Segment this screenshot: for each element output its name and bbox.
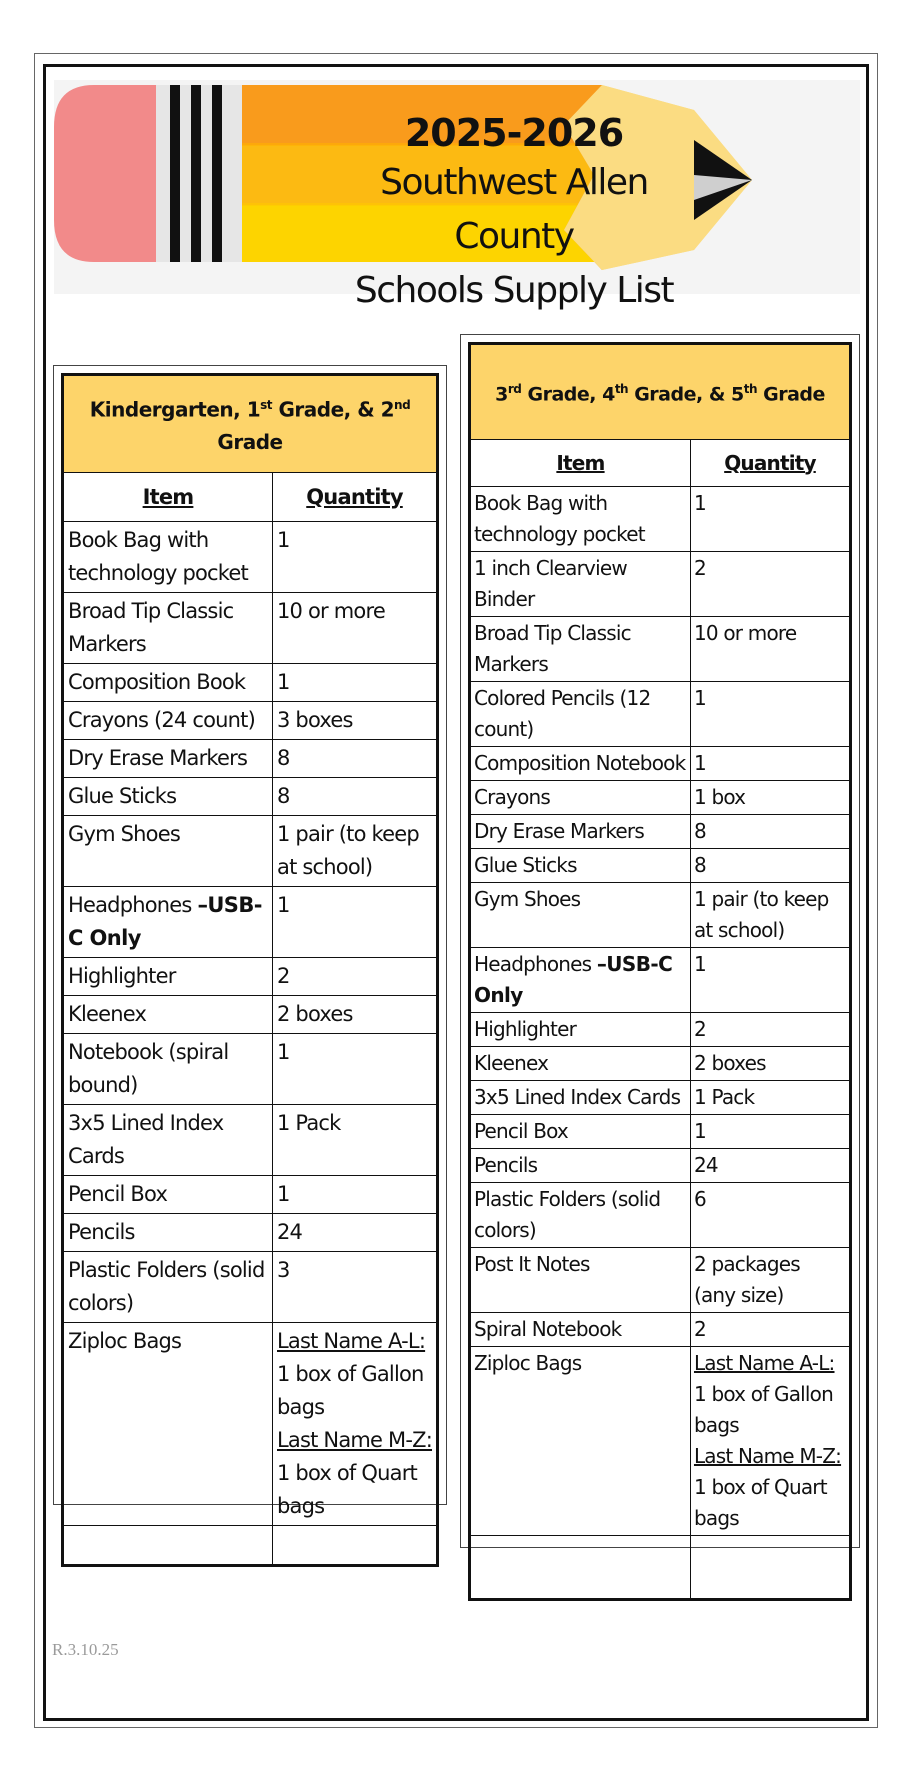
table-row (63, 1214, 438, 1252)
table-row (63, 778, 438, 816)
table-row (470, 781, 851, 815)
quantity-cell: 1 (690, 747, 850, 781)
quantity-cell: 10 or more (690, 617, 850, 682)
item-cell: Dry Erase Markers (63, 740, 273, 778)
item-cell: Gym Shoes (63, 816, 273, 887)
k-2-supply-list (53, 365, 447, 1518)
table-row (470, 815, 851, 849)
quantity-cell: 2 boxes (690, 1047, 850, 1081)
pencil-banner (54, 80, 860, 311)
item-cell: Highlighter (470, 1013, 691, 1047)
item-cell: Broad Tip Classic Markers (470, 617, 691, 682)
item-cell: 3x5 Lined Index Cards (63, 1105, 273, 1176)
table-row (470, 849, 851, 883)
item-cell: Ziploc Bags (63, 1323, 273, 1526)
quantity-cell: 1 (690, 948, 850, 1013)
table-row (470, 747, 851, 781)
item-cell: Notebook (spiral bound) (63, 1034, 273, 1105)
quantity-cell: 8 (273, 778, 438, 816)
3-5-supply-list (460, 334, 860, 1548)
item-cell: Crayons (470, 781, 691, 815)
table-row (63, 702, 438, 740)
quantity-cell: 3 (273, 1252, 438, 1323)
table-row (63, 1034, 438, 1105)
quantity-cell: 1 (273, 522, 438, 593)
quantity-cell: 2 (273, 958, 438, 996)
quantity-cell: 1 (690, 487, 850, 552)
table-row (63, 816, 438, 887)
quantity-cell: 2 boxes (273, 996, 438, 1034)
quantity-cell: Last Name A-L: 1 box of Gallon bags Last Name M-Z: 1 box of Quart bags (273, 1323, 438, 1526)
table-row (470, 948, 851, 1013)
table-row (63, 958, 438, 996)
table-row (470, 883, 851, 948)
item-cell: Composition Book (63, 664, 273, 702)
quantity-cell: 1 (273, 1176, 438, 1214)
table-row (470, 1013, 851, 1047)
item-cell: Plastic Folders (solid colors) (470, 1183, 691, 1248)
table-row (470, 682, 851, 747)
table-row (63, 1105, 438, 1176)
item-cell: Broad Tip Classic Markers (63, 593, 273, 664)
table-row (470, 1115, 851, 1149)
item-cell: Highlighter (63, 958, 273, 996)
column-item-header: Item (470, 440, 691, 487)
item-cell: Book Bag with technology pocket (470, 487, 691, 552)
quantity-cell: 3 boxes (273, 702, 438, 740)
quantity-cell: 1 (690, 1115, 850, 1149)
quantity-cell: 8 (690, 815, 850, 849)
table-header-row (63, 375, 438, 473)
table-row (470, 1313, 851, 1347)
item-cell: Pencils (470, 1149, 691, 1183)
quantity-cell: 2 packages (any size) (690, 1248, 850, 1313)
quantity-cell: 24 (273, 1214, 438, 1252)
quantity-cell: 2 (690, 1313, 850, 1347)
table-row (63, 1252, 438, 1323)
quantity-cell: 10 or more (273, 593, 438, 664)
banner-district: Southwest Allen County (380, 162, 648, 257)
item-cell: Crayons (24 count) (63, 702, 273, 740)
table-row (63, 522, 438, 593)
item-cell: 3x5 Lined Index Cards (470, 1081, 691, 1115)
item-cell: Glue Sticks (63, 778, 273, 816)
item-cell: Pencil Box (63, 1176, 273, 1214)
item-cell: 1 inch Clearview Binder (470, 552, 691, 617)
grade-header: 3rd Grade, 4th Grade, & 5th Grade (470, 344, 851, 440)
item-cell: Kleenex (63, 996, 273, 1034)
empty-row (470, 1536, 851, 1600)
revision-code: R.3.10.25 (52, 1640, 119, 1659)
quantity-cell: 1 (273, 1034, 438, 1105)
table-row (470, 487, 851, 552)
item-cell: Headphones –USB-C Only (63, 887, 273, 958)
column-quantity-header: Quantity (273, 473, 438, 522)
item-cell: Book Bag with technology pocket (63, 522, 273, 593)
quantity-cell: 1 (273, 887, 438, 958)
table-row (470, 1183, 851, 1248)
column-header-row (470, 440, 851, 487)
item-cell: Post It Notes (470, 1248, 691, 1313)
column-quantity-header: Quantity (690, 440, 850, 487)
item-cell: Ziploc Bags (470, 1347, 691, 1536)
item-cell: Dry Erase Markers (470, 815, 691, 849)
table-row (470, 1248, 851, 1313)
table-row (63, 1323, 438, 1526)
banner-year: 2025-2026 (404, 111, 624, 155)
table-row (470, 617, 851, 682)
column-item-header: Item (63, 473, 273, 522)
item-cell: Kleenex (470, 1047, 691, 1081)
table-row (63, 593, 438, 664)
table-row (63, 887, 438, 958)
quantity-cell: Last Name A-L: 1 box of Gallon bags Last Name M-Z: 1 box of Quart bags (690, 1347, 850, 1536)
k-2-table (61, 373, 439, 1567)
quantity-cell: 1 pair (to keep at school) (273, 816, 438, 887)
quantity-cell: 1 (690, 682, 850, 747)
item-cell: Gym Shoes (470, 883, 691, 948)
quantity-cell: 24 (690, 1149, 850, 1183)
table-row (470, 1347, 851, 1536)
3-5-table (468, 342, 852, 1601)
table-row (63, 740, 438, 778)
grade-header: Kindergarten, 1st Grade, & 2nd Grade (63, 375, 438, 473)
quantity-cell: 8 (690, 849, 850, 883)
table-row (470, 1081, 851, 1115)
column-header-row (63, 473, 438, 522)
item-cell: Colored Pencils (12 count) (470, 682, 691, 747)
empty-row (63, 1526, 438, 1566)
table-row (470, 1047, 851, 1081)
table-row (63, 996, 438, 1034)
quantity-cell: 8 (273, 740, 438, 778)
item-cell: Pencil Box (470, 1115, 691, 1149)
item-cell: Composition Notebook (470, 747, 691, 781)
item-cell: Plastic Folders (solid colors) (63, 1252, 273, 1323)
quantity-cell: 6 (690, 1183, 850, 1248)
table-header-row (470, 344, 851, 440)
item-cell: Headphones –USB-C Only (470, 948, 691, 1013)
quantity-cell: 1 box (690, 781, 850, 815)
item-cell: Glue Sticks (470, 849, 691, 883)
table-row (470, 552, 851, 617)
quantity-cell: 1 pair (to keep at school) (690, 883, 850, 948)
quantity-cell: 2 (690, 552, 850, 617)
item-cell: Pencils (63, 1214, 273, 1252)
table-row (470, 1149, 851, 1183)
table-row (63, 1176, 438, 1214)
quantity-cell: 1 (273, 664, 438, 702)
quantity-cell: 1 Pack (273, 1105, 438, 1176)
banner-title (324, 110, 704, 318)
quantity-cell: 1 Pack (690, 1081, 850, 1115)
banner-subtitle: Schools Supply List (354, 270, 674, 311)
item-cell: Spiral Notebook (470, 1313, 691, 1347)
table-row (63, 664, 438, 702)
quantity-cell: 2 (690, 1013, 850, 1047)
